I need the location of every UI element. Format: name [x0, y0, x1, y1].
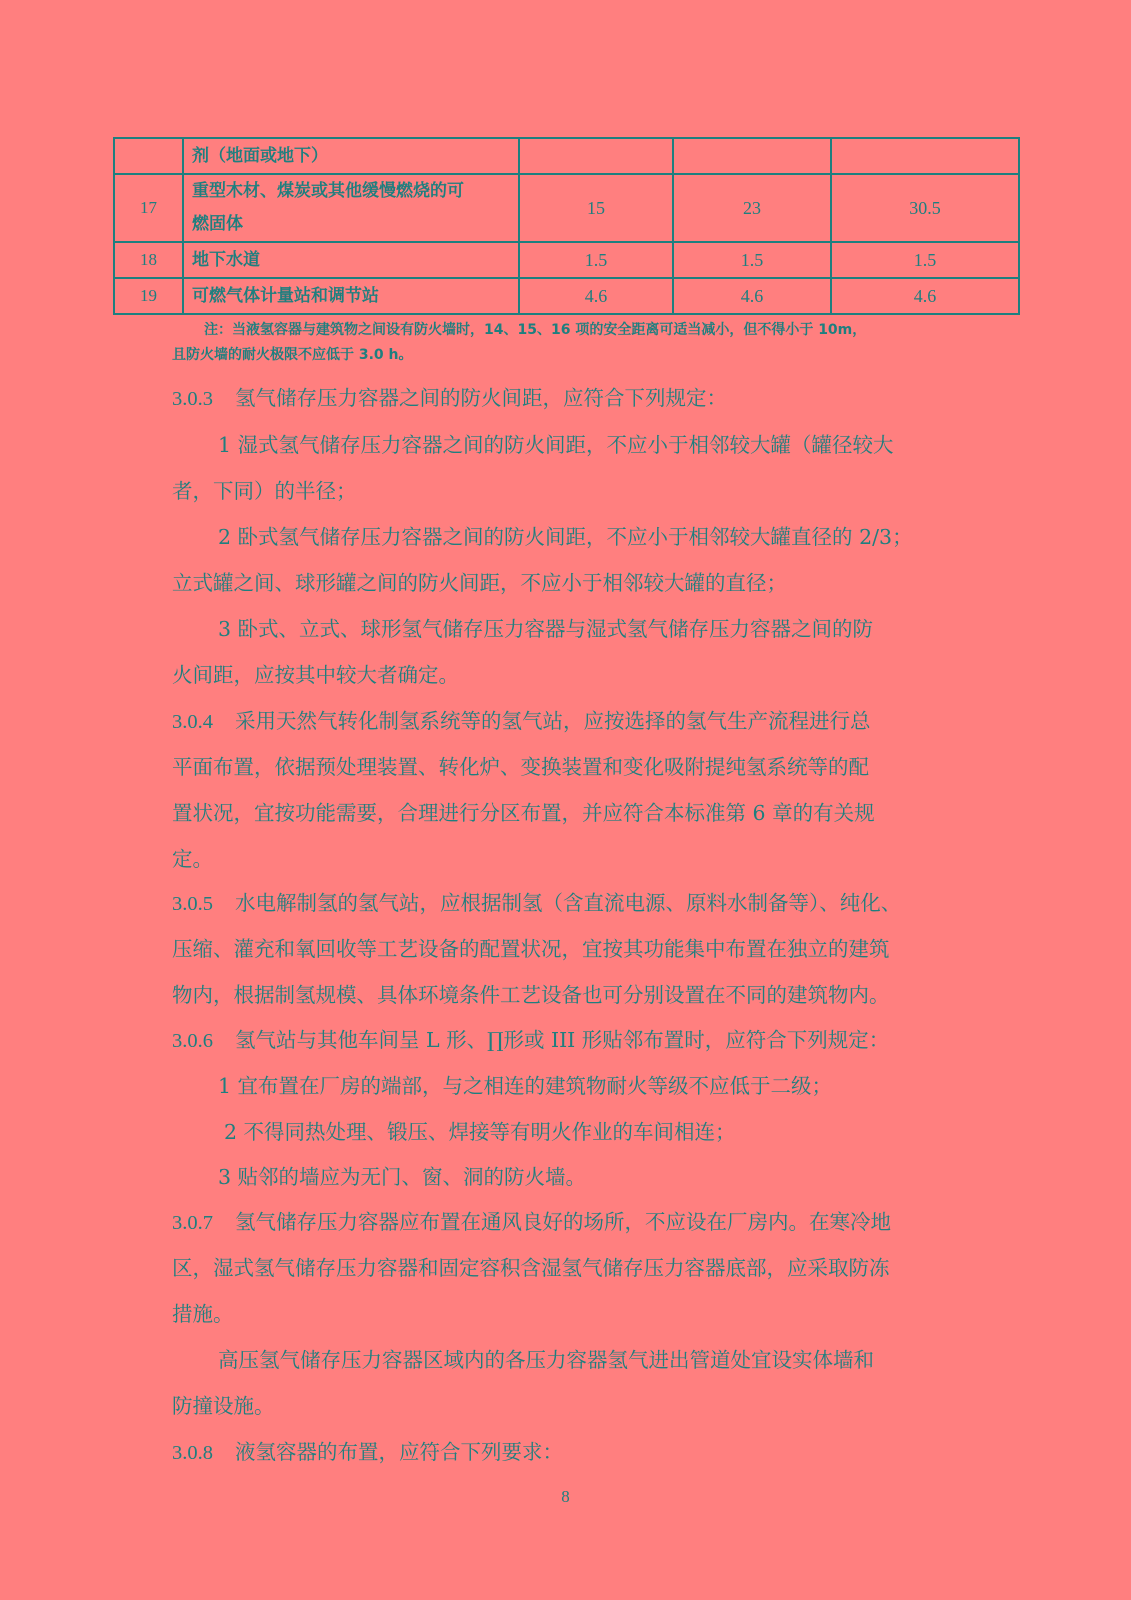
clause-3-0-7-para2-cont: 防撞设施。 [172, 1394, 275, 1418]
clause-3-0-4-line: 平面布置，依据预处理装置、转化炉、变换装置和变化吸附提纯氢系统等的配 [172, 755, 869, 779]
clause-3-0-6-item-3: 3 贴邻的墙应为无门、窗、洞的防火墙。 [218, 1165, 587, 1189]
clause-3-0-3-item-3-cont: 火间距，应按其中较大者确定。 [172, 663, 459, 687]
row-value [519, 138, 673, 174]
table-row [114, 138, 1019, 174]
clause-number: 3.0.6 [172, 1030, 213, 1052]
clause-3-0-3-heading [172, 383, 727, 414]
clause-3-0-3-item-3: 3 卧式、立式、球形氢气储存压力容器与湿式氢气储存压力容器之间的防 [218, 617, 874, 641]
table-note-line: 且防火墙的耐火极限不应低于 3.0 h。 [172, 347, 413, 363]
clause-3-0-4 [172, 706, 871, 737]
row-item-name: 剂（地面或地下） [183, 138, 519, 174]
table-note [172, 318, 992, 368]
clause-text: 采用天然气转化制氢系统等的氢气站，应按选择的氢气生产流程进行总 [235, 709, 871, 733]
clause-3-0-8-heading [172, 1437, 563, 1468]
clause-3-0-7 [172, 1207, 891, 1238]
clause-3-0-6-item-2: 2 不得同热处理、锻压、焊接等有明火作业的车间相连； [224, 1120, 736, 1144]
row-value: 15 [519, 174, 673, 242]
clause-number: 3.0.7 [172, 1212, 213, 1234]
clause-3-0-3-item-1: 1 湿式氢气储存压力容器之间的防火间距，不应小于相邻较大罐（罐径较大 [218, 433, 894, 457]
clause-number: 3.0.8 [172, 1442, 213, 1464]
row-value: 4.6 [519, 278, 673, 314]
clause-text: 液氢容器的布置，应符合下列要求： [235, 1440, 563, 1464]
clause-text: 氢气储存压力容器之间的防火间距，应符合下列规定： [235, 386, 727, 410]
row-number: 18 [114, 242, 183, 278]
row-value [831, 138, 1019, 174]
clause-number: 3.0.5 [172, 893, 213, 915]
clause-text: 氢气站与其他车间呈 L 形、∏形或 III 形贴邻布置时，应符合下列规定： [235, 1028, 890, 1052]
clause-3-0-7-line: 措施。 [172, 1302, 234, 1326]
row-value: 1.5 [831, 242, 1019, 278]
row-item-name: 可燃气体计量站和调节站 [183, 278, 519, 314]
clause-3-0-6-item-1: 1 宜布置在厂房的端部，与之相连的建筑物耐火等级不应低于二级； [218, 1074, 833, 1098]
clause-3-0-7-para2: 高压氢气储存压力容器区域内的各压力容器氢气进出管道处宜设实体墙和 [218, 1348, 874, 1372]
row-value: 1.5 [673, 242, 831, 278]
row-item-name-line: 重型木材、煤炭或其他缓慢燃烧的可 [192, 181, 464, 201]
row-item-name: 地下水道 [183, 242, 519, 278]
row-value: 4.6 [831, 278, 1019, 314]
clause-number: 3.0.3 [172, 388, 213, 410]
clause-3-0-3-item-1-cont: 者，下同）的半径； [172, 479, 357, 503]
row-number [114, 138, 183, 174]
clause-3-0-5 [172, 888, 901, 919]
clause-3-0-3-item-2-cont: 立式罐之间、球形罐之间的防火间距，不应小于相邻较大罐的直径； [172, 571, 787, 595]
clause-text: 氢气储存压力容器应布置在通风良好的场所，不应设在厂房内。在寒冷地 [235, 1210, 891, 1234]
clause-3-0-4-line: 定。 [172, 847, 213, 871]
row-value: 1.5 [519, 242, 673, 278]
row-item-name-line: 燃固体 [192, 214, 243, 234]
row-number: 17 [114, 174, 183, 242]
table-row [114, 278, 1019, 314]
clause-number: 3.0.4 [172, 711, 213, 733]
row-value: 4.6 [673, 278, 831, 314]
table-note-line: 注：当液氢容器与建筑物之间设有防火墙时，14、15、16 项的安全距离可适当减小，但不得小于 10m， [204, 322, 867, 338]
page-number: 8 [561, 1487, 570, 1506]
table-row [114, 242, 1019, 278]
clause-text: 水电解制氢的氢气站，应根据制氢（含直流电源、原料水制备等）、纯化、 [235, 891, 902, 915]
row-number: 19 [114, 278, 183, 314]
clause-3-0-3-item-2: 2 卧式氢气储存压力容器之间的防火间距，不应小于相邻较大罐直径的 2/3； [218, 525, 913, 549]
row-value: 30.5 [831, 174, 1019, 242]
table-row [114, 174, 1019, 242]
row-value [673, 138, 831, 174]
clause-3-0-5-line: 物内，根据制氢规模、具体环境条件工艺设备也可分别设置在不同的建筑物内。 [172, 983, 890, 1007]
row-value: 23 [673, 174, 831, 242]
clause-3-0-4-line: 置状况，宜按功能需要，合理进行分区布置，并应符合本标准第 6 章的有关规 [172, 801, 875, 825]
clause-3-0-5-line: 压缩、灌充和氧回收等工艺设备的配置状况，宜按其功能集中布置在独立的建筑 [172, 937, 890, 961]
clause-3-0-7-line: 区，湿式氢气储存压力容器和固定容积含湿氢气储存压力容器底部，应采取防冻 [172, 1256, 890, 1280]
row-item-name [183, 174, 519, 242]
clause-3-0-6-heading [172, 1025, 889, 1056]
safety-distance-table [113, 137, 1020, 315]
